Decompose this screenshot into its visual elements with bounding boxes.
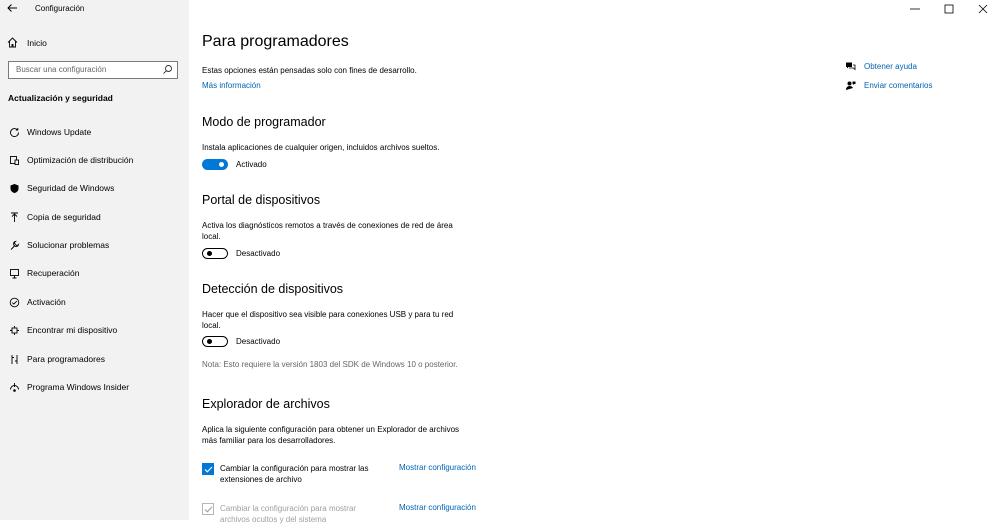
sidebar-item-label: Encontrar mi dispositivo xyxy=(27,325,118,335)
activation-icon xyxy=(8,296,20,308)
more-info-link[interactable]: Más información xyxy=(202,81,261,90)
sidebar xyxy=(0,0,189,520)
backup-icon xyxy=(8,211,20,223)
minimize-button[interactable] xyxy=(898,0,932,18)
sidebar-item-developers[interactable] xyxy=(8,351,105,367)
file-extensions-show-settings-link[interactable]: Mostrar configuración xyxy=(399,463,476,472)
toggle-knob xyxy=(207,339,212,344)
device-portal-state: Desactivado xyxy=(236,249,281,258)
sidebar-item-label: Activación xyxy=(27,297,66,307)
checkmark-icon xyxy=(204,505,213,514)
sidebar-item-label: Optimización de distribución xyxy=(27,155,134,165)
maximize-button[interactable] xyxy=(932,0,966,18)
insider-icon xyxy=(8,381,20,393)
sidebar-item-activation[interactable] xyxy=(8,294,66,310)
file-extensions-option xyxy=(202,463,476,485)
sidebar-item-label: Solucionar problemas xyxy=(27,240,110,250)
developer-mode-heading: Modo de programador xyxy=(202,115,326,129)
developer-mode-state: Activado xyxy=(236,160,267,169)
main-content xyxy=(189,0,1000,524)
device-discovery-description: Hacer que el dispositivo sea visible para conexiones USB y para tu red local. xyxy=(202,310,454,330)
recovery-icon xyxy=(8,267,20,279)
nav-home[interactable] xyxy=(7,36,47,50)
checkmark-icon xyxy=(204,465,213,474)
hidden-files-option xyxy=(202,503,476,525)
sidebar-item-label: Copia de seguridad xyxy=(27,212,101,222)
toggle-knob xyxy=(207,251,212,256)
section-title: Actualización y seguridad xyxy=(8,93,113,103)
feedback-icon xyxy=(845,80,857,91)
get-help-link[interactable] xyxy=(845,60,932,72)
sidebar-item-find-device[interactable] xyxy=(8,322,117,338)
toggle-knob xyxy=(219,162,224,167)
file-extensions-checkbox[interactable] xyxy=(202,463,214,475)
sidebar-item-backup[interactable] xyxy=(8,209,101,225)
sidebar-item-label: Recuperación xyxy=(27,268,80,278)
find-device-icon xyxy=(8,324,20,336)
app-title: Configuración xyxy=(35,4,85,13)
file-explorer-heading: Explorador de archivos xyxy=(202,397,330,411)
nav-home-label: Inicio xyxy=(27,38,47,48)
sidebar-item-label: Para programadores xyxy=(27,354,105,364)
device-discovery-heading: Detección de dispositivos xyxy=(202,282,344,296)
chat-help-icon xyxy=(845,61,857,72)
device-portal-description: Activa los diagnósticos remotos a través de conexiones de red de área local. xyxy=(202,221,453,241)
sidebar-item-windows-update[interactable] xyxy=(8,124,91,140)
sidebar-item-label: Seguridad de Windows xyxy=(27,183,115,193)
sidebar-item-recovery[interactable] xyxy=(8,265,79,281)
hidden-files-checkbox[interactable] xyxy=(202,503,214,515)
window-controls xyxy=(898,0,1000,18)
developer-mode-description: Instala aplicaciones de cualquier origen, incluidos archivos sueltos. xyxy=(202,143,440,152)
sidebar-item-label: Programa Windows Insider xyxy=(27,382,130,392)
home-icon xyxy=(7,37,19,50)
back-arrow-icon[interactable] xyxy=(6,2,20,16)
sidebar-item-delivery-optimization[interactable] xyxy=(8,152,133,168)
search-placeholder: Buscar una configuración xyxy=(16,65,107,74)
device-portal-toggle[interactable] xyxy=(202,248,228,259)
hidden-files-show-settings-link[interactable]: Mostrar configuración xyxy=(399,503,476,512)
device-discovery-toggle-row xyxy=(202,336,280,347)
sidebar-item-label: Windows Update xyxy=(27,127,92,137)
delivery-optimization-icon xyxy=(8,154,20,166)
developer-mode-toggle-row xyxy=(202,159,267,170)
search-input[interactable] xyxy=(8,61,178,79)
search-icon[interactable] xyxy=(162,64,173,75)
help-links xyxy=(845,60,932,98)
page-title: Para programadores xyxy=(202,33,349,50)
sdk-note: Nota: Esto requiere la versión 1803 del SDK de Windows 10 o posterior. xyxy=(202,360,458,369)
device-discovery-toggle[interactable] xyxy=(202,336,228,347)
sidebar-item-insider[interactable] xyxy=(8,379,129,395)
page-description: Estas opciones están pensadas solo con fines de desarrollo. xyxy=(202,66,417,75)
feedback-label: Enviar comentarios xyxy=(864,80,933,90)
developer-mode-toggle[interactable] xyxy=(202,159,228,170)
device-portal-toggle-row xyxy=(202,248,280,259)
developer-icon xyxy=(8,353,20,365)
close-button[interactable] xyxy=(966,0,1000,18)
device-discovery-state: Desactivado xyxy=(236,337,281,346)
send-feedback-link[interactable] xyxy=(845,79,932,91)
hidden-files-label: Cambiar la configuración para mostrar archivos ocultos y del sistema xyxy=(220,504,357,524)
file-explorer-description: Aplica la siguiente configuración para obtener un Explorador de archivos más familiar para los desarrolladores. xyxy=(202,425,460,445)
shield-icon xyxy=(8,182,20,194)
file-extensions-label: Cambiar la configuración para mostrar las extensiones de archivo xyxy=(220,464,369,484)
get-help-label: Obtener ayuda xyxy=(864,61,917,71)
wrench-icon xyxy=(8,239,20,251)
sidebar-item-troubleshoot[interactable] xyxy=(8,237,109,253)
sidebar-item-windows-security[interactable] xyxy=(8,180,114,196)
sync-icon xyxy=(8,126,20,138)
device-portal-heading: Portal de dispositivos xyxy=(202,193,321,207)
